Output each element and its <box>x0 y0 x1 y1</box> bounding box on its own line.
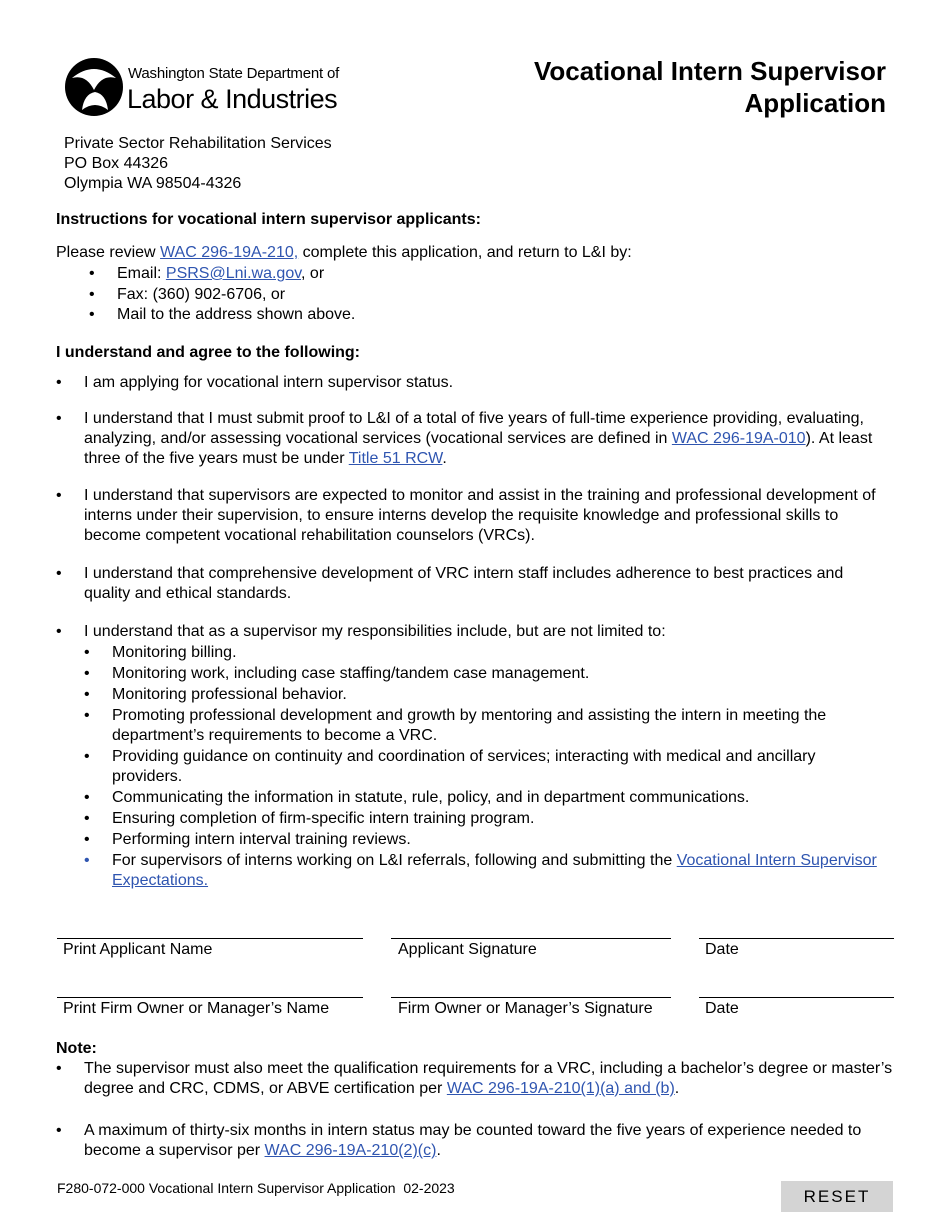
note2-post: . <box>436 1142 441 1159</box>
form-number-footer: F280-072-000 Vocational Intern Supervisor Application 02-2023 <box>57 1180 455 1196</box>
agreement-item: • I am applying for vocational intern supervisor status. <box>56 373 880 393</box>
signature-line <box>57 997 363 998</box>
instructions-intro <box>56 243 896 263</box>
signature-line <box>699 938 894 939</box>
wac-010-link[interactable]: WAC 296-19A-010 <box>671 430 806 447</box>
responsibility-item: • Monitoring work, including case staffing/tandem case management. <box>84 664 880 684</box>
note1-post: . <box>674 1080 680 1097</box>
title-line-1: Vocational Intern Supervisor <box>533 56 886 86</box>
responsibility-item: • Performing intern interval training reviews. <box>84 830 880 850</box>
responsibility-item: • Monitoring billing. <box>84 643 880 663</box>
title-51-rcw-link[interactable]: Title 51 RCW <box>348 450 443 467</box>
agreement-item: • I understand that supervisors are expected to monitor and assist in the training and professional development of interns under their supervision, to ensure interns develop the requisite knowledge and professional skills to become competent vocational rehabilitation counselors (VRCs). <box>56 486 880 546</box>
wac-210-1ab-link[interactable]: WAC 296-19A-210(1)(a) and (b) <box>446 1080 675 1097</box>
applicant-name-label: Print Applicant Name <box>63 941 213 958</box>
note-list <box>56 1059 896 1161</box>
agreement-heading: I understand and agree to the following: <box>56 344 361 361</box>
agreement-item: • I understand that comprehensive development of VRC intern staff includes adherence to best practices and quality and ethical standards. <box>56 564 880 604</box>
signature-line <box>699 997 894 998</box>
responsibility-item <box>84 851 880 891</box>
email-link[interactable]: PSRS@Lni.wa.gov <box>165 265 302 282</box>
email-post: , or <box>301 265 325 282</box>
signature-line <box>391 938 671 939</box>
list-item-email <box>89 264 889 284</box>
item2-mid: ). At least three of the five years must be under <box>84 430 873 467</box>
note2-pre: A maximum of thirty-six months in intern status may be counted toward the five years of experience needed to become a supervisor per <box>84 1122 862 1159</box>
mailing-address <box>64 134 332 194</box>
responsibilities-intro: I understand that as a supervisor my responsibilities include, but are not limited to: <box>84 623 666 640</box>
logo-agency-name: Labor & Industries <box>127 84 338 114</box>
item2-pre: I understand that I must submit proof to L&I of a total of five years of full-time experience providing, evaluating, analyzing, and/or assessing vocational services (vocational services are defined in <box>84 410 864 447</box>
responsibility-item: • Ensuring completion of firm-specific intern training program. <box>84 809 880 829</box>
signature-line <box>391 997 671 998</box>
intro-pre: Please review <box>56 244 161 261</box>
list-item-fax: • Fax: (360) 902-6706, or <box>89 285 889 305</box>
address-line: Private Sector Rehabilitation Services <box>64 135 332 152</box>
note-item <box>56 1059 896 1099</box>
date-label: Date <box>705 1000 739 1017</box>
address-line: PO Box 44326 <box>64 155 169 172</box>
supervisor-expectations-link[interactable]: Vocational Intern Supervisor Expectations. <box>112 852 877 889</box>
responsibility-item: • Monitoring professional behavior. <box>84 685 880 705</box>
email-label: Email: <box>117 265 166 282</box>
owner-signature-label: Firm Owner or Manager’s Signature <box>398 1000 653 1017</box>
reset-button[interactable]: RESET <box>781 1181 893 1212</box>
note-heading: Note: <box>56 1040 97 1057</box>
logo-department-line: Washington State Department of <box>128 65 340 82</box>
instructions-heading: Instructions for vocational intern supervisor applicants: <box>56 211 481 228</box>
agreement-item <box>56 409 880 469</box>
responsibility-item: • Communicating the information in statute, rule, policy, and in department communications. <box>84 788 880 808</box>
intro-post: complete this application, and return to L&I by: <box>298 244 632 261</box>
responsibility-item: • Promoting professional development and growth by mentoring and assisting the intern in meeting the department’s requirements to become a VRC. <box>84 706 880 746</box>
owner-name-label: Print Firm Owner or Manager’s Name <box>63 1000 330 1017</box>
wac-210-link[interactable]: WAC 296-19A-210, <box>160 244 299 261</box>
agreement-item <box>56 622 880 891</box>
note-item <box>56 1121 896 1161</box>
address-line: Olympia WA 98504-4326 <box>64 175 242 192</box>
responsibilities-list <box>84 643 880 891</box>
list-item-mail: • Mail to the address shown above. <box>89 305 889 325</box>
page-title <box>534 55 886 119</box>
title-line-2: Application <box>744 88 886 118</box>
signature-line <box>57 938 363 939</box>
responsibility-item: • Providing guidance on continuity and coordination of services; interacting with medical and ancillary providers. <box>84 747 880 787</box>
item2-post: . <box>442 450 447 467</box>
wac-210-2c-link[interactable]: WAC 296-19A-210(2)(c) <box>264 1142 437 1159</box>
applicant-signature-label: Applicant Signature <box>398 941 537 958</box>
note1-pre: The supervisor must also meet the qualification requirements for a VRC, including a bachelor’s degree or master’s degree and CRC, CDMS, or ABVE certification per <box>84 1060 893 1097</box>
resp-last-pre: For supervisors of interns working on L&I referrals, following and submitting the <box>112 852 677 869</box>
agreement-list <box>56 373 880 891</box>
return-methods-list <box>89 264 889 325</box>
date-label: Date <box>705 941 739 958</box>
